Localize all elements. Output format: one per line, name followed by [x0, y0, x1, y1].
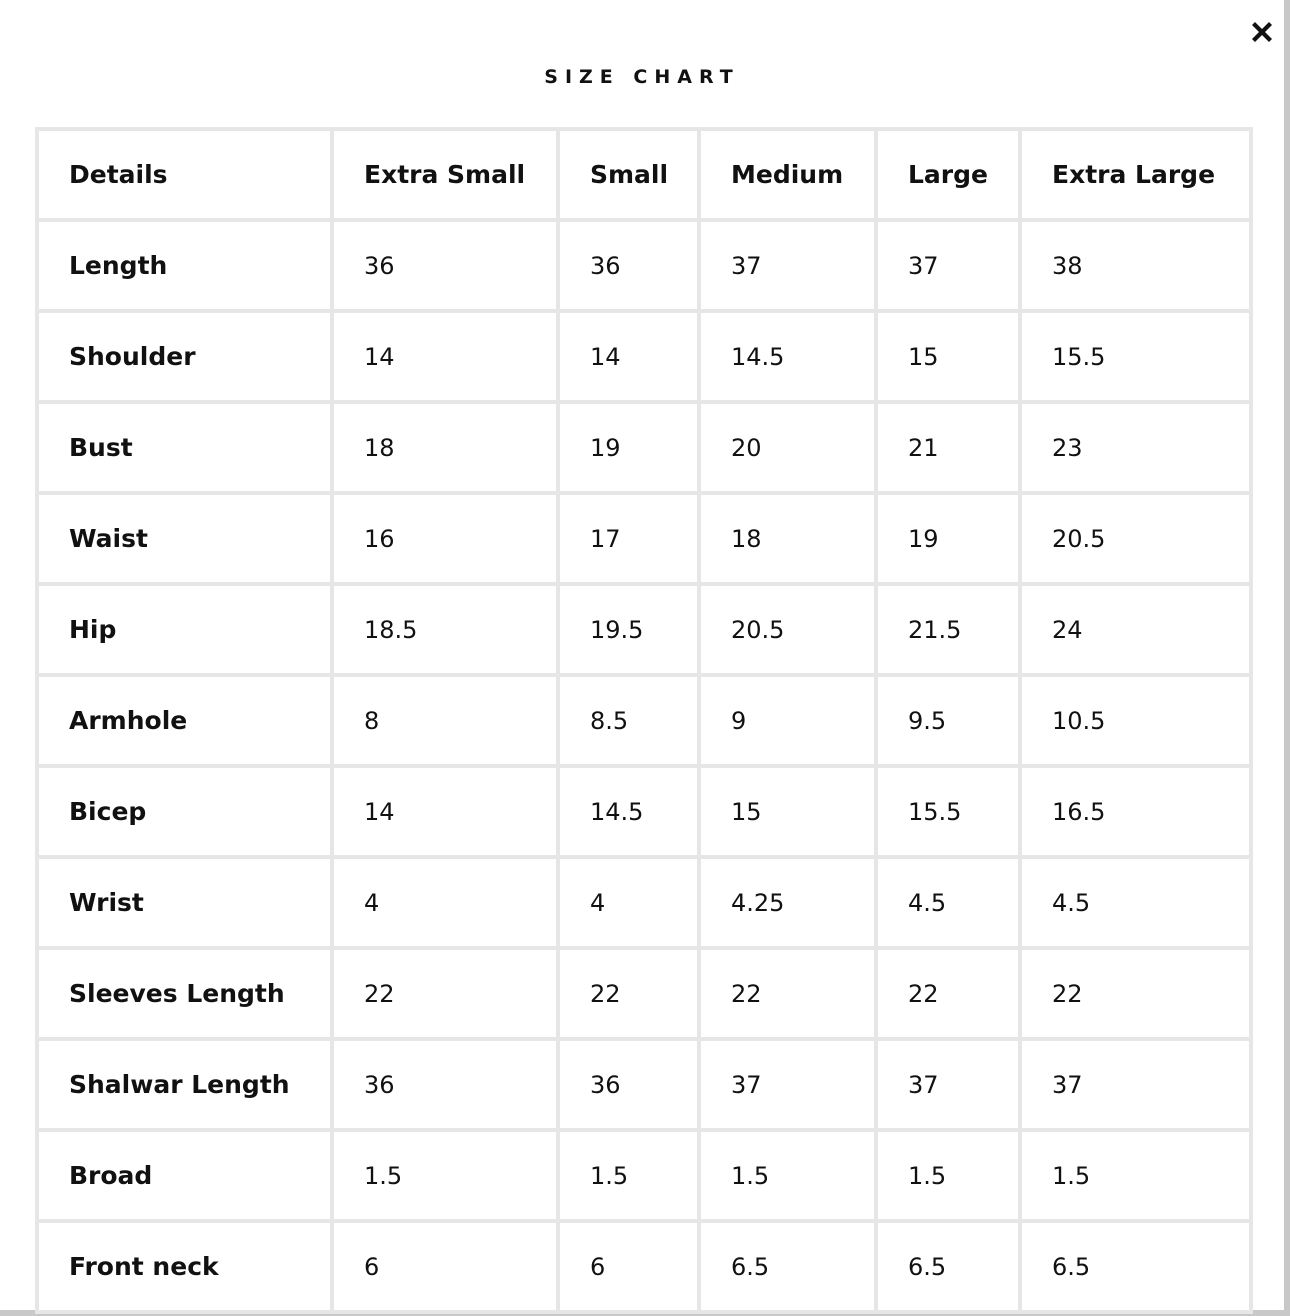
table-cell: 37	[701, 1041, 874, 1128]
table-cell: 38	[1022, 222, 1249, 309]
table-cell: 23	[1022, 404, 1249, 491]
table-cell: 19.5	[560, 586, 697, 673]
table-cell: 9.5	[878, 677, 1018, 764]
table-cell: 20.5	[1022, 495, 1249, 582]
table-cell: 37	[878, 1041, 1018, 1128]
table-cell: 19	[560, 404, 697, 491]
table-cell: 18	[701, 495, 874, 582]
table-cell: 36	[560, 222, 697, 309]
row-label: Bust	[39, 404, 330, 491]
header-cell-medium: Medium	[701, 131, 874, 218]
table-cell: 36	[560, 1041, 697, 1128]
table-cell: 21.5	[878, 586, 1018, 673]
size-table	[35, 127, 1253, 1314]
table-cell: 10.5	[1022, 677, 1249, 764]
modal-title: SIZE CHART	[544, 66, 740, 88]
row-label: Sleeves Length	[39, 950, 330, 1037]
table-cell: 37	[1022, 1041, 1249, 1128]
table-cell: 6.5	[701, 1223, 874, 1310]
table-row	[39, 404, 1249, 491]
table-cell: 6.5	[1022, 1223, 1249, 1310]
header-cell-extra-large: Extra Large	[1022, 131, 1249, 218]
table-cell: 16	[334, 495, 556, 582]
table-cell: 8	[334, 677, 556, 764]
table-cell: 15.5	[1022, 313, 1249, 400]
table-cell: 1.5	[334, 1132, 556, 1219]
row-label: Waist	[39, 495, 330, 582]
table-cell: 9	[701, 677, 874, 764]
table-cell: 15.5	[878, 768, 1018, 855]
table-cell: 22	[560, 950, 697, 1037]
table-cell: 22	[1022, 950, 1249, 1037]
size-table-container	[35, 127, 1253, 1314]
table-row	[39, 950, 1249, 1037]
table-row	[39, 313, 1249, 400]
table-cell: 4.25	[701, 859, 874, 946]
table-row	[39, 222, 1249, 309]
table-cell: 8.5	[560, 677, 697, 764]
table-header-row	[39, 131, 1249, 218]
table-cell: 6	[334, 1223, 556, 1310]
table-cell: 14	[334, 768, 556, 855]
table-cell: 20	[701, 404, 874, 491]
table-cell: 24	[1022, 586, 1249, 673]
close-button[interactable]	[1244, 14, 1280, 50]
row-label: Hip	[39, 586, 330, 673]
table-cell: 14.5	[701, 313, 874, 400]
header-cell-details: Details	[39, 131, 330, 218]
table-cell: 22	[334, 950, 556, 1037]
table-row	[39, 495, 1249, 582]
table-cell: 18	[334, 404, 556, 491]
table-cell: 6.5	[878, 1223, 1018, 1310]
table-row	[39, 768, 1249, 855]
table-cell: 4.5	[1022, 859, 1249, 946]
table-cell: 19	[878, 495, 1018, 582]
row-label: Bicep	[39, 768, 330, 855]
table-cell: 21	[878, 404, 1018, 491]
table-cell: 6	[560, 1223, 697, 1310]
row-label: Wrist	[39, 859, 330, 946]
table-cell: 18.5	[334, 586, 556, 673]
close-x-icon	[1248, 18, 1276, 46]
row-label: Armhole	[39, 677, 330, 764]
table-cell: 14	[334, 313, 556, 400]
table-cell: 4	[334, 859, 556, 946]
table-row	[39, 1132, 1249, 1219]
table-cell: 14.5	[560, 768, 697, 855]
header-cell-extra-small: Extra Small	[334, 131, 556, 218]
table-cell: 36	[334, 1041, 556, 1128]
row-label: Length	[39, 222, 330, 309]
table-cell: 14	[560, 313, 697, 400]
table-row	[39, 677, 1249, 764]
table-cell: 37	[878, 222, 1018, 309]
table-row	[39, 1041, 1249, 1128]
table-row	[39, 859, 1249, 946]
table-cell: 16.5	[1022, 768, 1249, 855]
table-cell: 36	[334, 222, 556, 309]
table-body	[39, 222, 1249, 1310]
table-cell: 4.5	[878, 859, 1018, 946]
row-label: Shoulder	[39, 313, 330, 400]
row-label: Shalwar Length	[39, 1041, 330, 1128]
table-cell: 1.5	[560, 1132, 697, 1219]
table-cell: 15	[878, 313, 1018, 400]
table-cell: 4	[560, 859, 697, 946]
table-cell: 15	[701, 768, 874, 855]
table-cell: 1.5	[878, 1132, 1018, 1219]
table-row	[39, 586, 1249, 673]
table-row	[39, 1223, 1249, 1310]
table-cell: 20.5	[701, 586, 874, 673]
table-cell: 17	[560, 495, 697, 582]
table-cell: 22	[701, 950, 874, 1037]
header-cell-large: Large	[878, 131, 1018, 218]
table-cell: 22	[878, 950, 1018, 1037]
table-cell: 1.5	[701, 1132, 874, 1219]
row-label: Broad	[39, 1132, 330, 1219]
table-cell: 37	[701, 222, 874, 309]
table-cell: 1.5	[1022, 1132, 1249, 1219]
header-cell-small: Small	[560, 131, 697, 218]
row-label: Front neck	[39, 1223, 330, 1310]
